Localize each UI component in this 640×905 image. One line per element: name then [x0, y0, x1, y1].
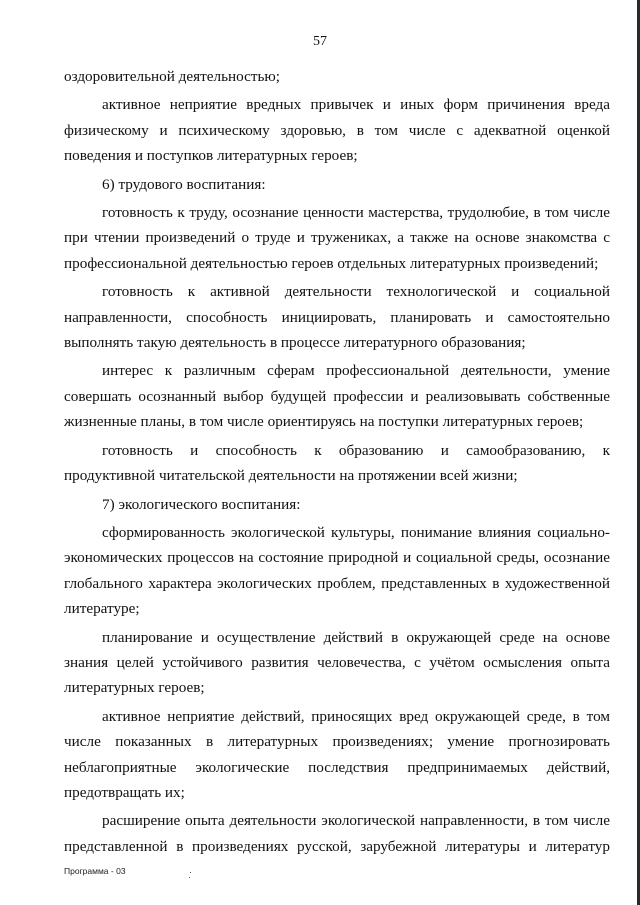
paragraph: интерес к различным сферам профессиональной деятельности, умение совершать осознанный выбор будущей профессии и реализовывать собственные жизненные планы, в том числе ориентируясь на поступки литературных героев; — [64, 362, 610, 431]
paragraph: готовность к труду, осознание ценности мастерства, трудолюбие, в том числе при чтении произведений о труде и тружениках, а также на основе знакомства с профессиональной деятельностью героев отдельных литературных произведений; — [64, 204, 610, 272]
paragraph: готовность и способность к образованию и самообразованию, к продуктивной читательской деятельности на протяжении всей жизни; — [64, 441, 610, 485]
paragraph-continuation: оздоровительной деятельностью; — [64, 68, 280, 85]
paragraph: сформированность экологической культуры, понимание влияния социально-экономических процессов на состояние природной и социальной среды, осознание глобального характера экологических проблем, представленных в художественной литературе; — [64, 523, 610, 618]
scan-speck — [189, 877, 190, 878]
body-text — [64, 64, 610, 862]
paragraph: планирование и осуществление действий в окружающей среде на основе знания целей устойчивого развития человечества, с учётом осмысления опыта литературных героев; — [64, 628, 610, 697]
paragraph-continues: расширение опыта деятельности экологической направленности, в том числе представленной в произведениях русской, зарубежной литературы и литератур — [64, 812, 610, 855]
paragraph: активное неприятие действий, приносящих вред окружающей среде, в том числе показанных в литературных произведениях; умение прогнозировать неблагоприятные экологические последствия предпринимаемых действий, предотвращать их; — [64, 707, 610, 801]
paragraph: активное неприятие вредных привычек и иных форм причинения вреда физическому и психическому здоровью, в том числе с адекватной оценкой поведения и поступков литературных героев; — [64, 96, 610, 165]
section-heading-labor: 6) трудового воспитания: — [102, 175, 266, 193]
paragraph: готовность к активной деятельности технологической и социальной направленности, способность инициировать, планировать и самостоятельно выполнять такую деятельность в процессе литературного образования; — [64, 283, 610, 352]
section-heading-ecology: 7) экологического воспитания: — [102, 495, 301, 513]
page-number: 57 — [313, 34, 327, 49]
scan-speck — [190, 872, 191, 873]
footer-program-code: Программа - 03 — [64, 866, 126, 876]
